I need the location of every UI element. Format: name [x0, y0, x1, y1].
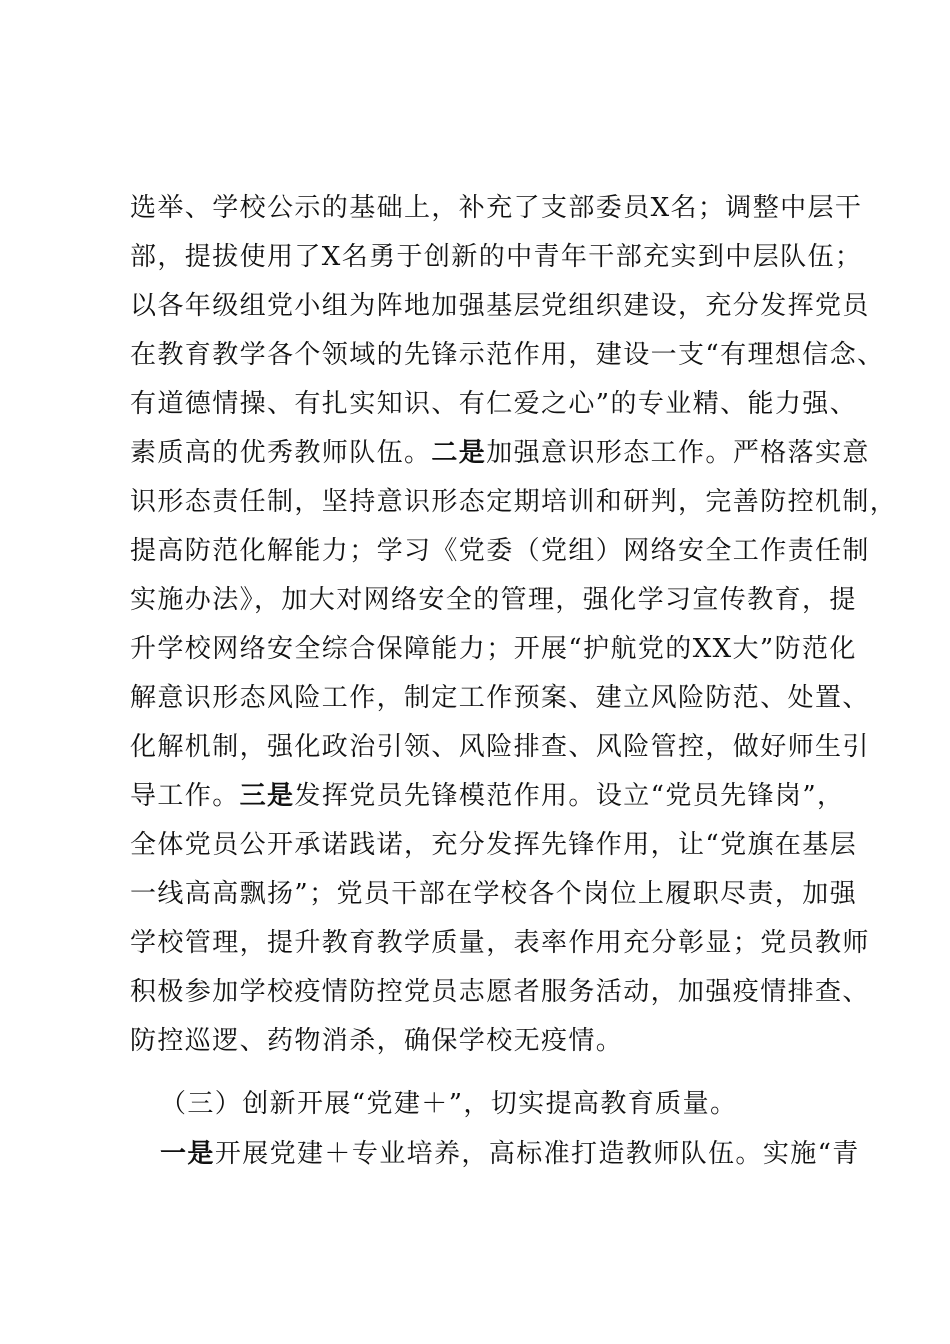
text-run: 素质高的优秀教师队伍。 — [130, 438, 432, 468]
text-run: 加强意识形态工作。严格落实意 — [486, 438, 870, 468]
body-line — [130, 527, 870, 576]
body-line — [130, 576, 857, 625]
body-line — [130, 625, 857, 674]
text-run: 化解机制，强化政治引领、风险排查、风险管控，做好师生引 — [130, 732, 870, 762]
text-run: 开展党建＋专业培养，高标准打造教师队伍。实施“青 — [214, 1139, 860, 1169]
body-line — [130, 233, 862, 282]
body-line — [130, 674, 870, 723]
body-line — [130, 919, 870, 968]
text-run: 积极参加学校疫情防控党员志愿者服务活动，加强疫情排查、 — [130, 977, 870, 1007]
text-run: 解意识形态风险工作，制定工作预案、建立风险防范、处置、 — [130, 683, 870, 713]
point-marker-three: 三是 — [239, 781, 295, 811]
body-line — [130, 1017, 623, 1066]
text-run: 发挥党员先锋模范作用。设立“党员先锋岗”， — [294, 781, 845, 811]
body-line — [160, 1130, 860, 1179]
text-run: 以各年级组党小组为阵地加强基层党组织建设，充分发挥党员 — [130, 291, 870, 321]
text-run: 选举、学校公示的基础上，补充了支部委员X名；调整中层干 — [130, 193, 863, 223]
point-marker-one: 一是 — [160, 1139, 215, 1169]
text-run: 学校管理，提升教育教学质量，表率作用充分彰显；党员教师 — [130, 928, 870, 958]
body-line — [130, 723, 870, 772]
text-run: 实施办法》，加大对网络安全的管理，强化学习宣传教育，提 — [130, 585, 857, 615]
section-heading — [160, 1080, 737, 1129]
body-line — [130, 821, 857, 870]
body-line — [130, 282, 870, 331]
text-run: 一线高高飘扬”；党员干部在学校各个岗位上履职尽责，加强 — [130, 879, 858, 909]
body-line — [130, 772, 844, 821]
body-line — [130, 331, 885, 380]
text-run: 提高防范化解能力；学习《党委（党组）网络安全工作责任制 — [130, 536, 870, 566]
text-run: 有道德情操、有扎实知识、有仁爱之心”的专业精、能力强、 — [130, 389, 858, 419]
body-line — [130, 968, 870, 1017]
body-line — [130, 184, 862, 233]
text-run: 导工作。 — [130, 781, 240, 811]
heading-text: （三）创新开展“党建＋”，切实提高教育质量。 — [160, 1089, 738, 1119]
text-run: 全体党员公开承诺践诺，充分发挥先锋作用，让“党旗在基层 — [130, 830, 858, 860]
text-run: 升学校网络安全综合保障能力；开展“护航党的XX大”防范化 — [130, 634, 857, 664]
point-marker-two: 二是 — [431, 438, 487, 468]
text-run: 部，提拔使用了X名勇于创新的中青年干部充实到中层队伍； — [130, 242, 863, 272]
body-line — [130, 380, 857, 429]
text-run: 防控巡逻、药物消杀，确保学校无疫情。 — [130, 1026, 624, 1056]
body-line — [130, 429, 870, 478]
body-line — [130, 478, 897, 527]
text-run: 在教育教学各个领域的先锋示范作用，建设一支“有理想信念、 — [130, 340, 885, 370]
body-line — [130, 870, 857, 919]
text-run: 识形态责任制，坚持意识形态定期培训和研判，完善防控机制， — [130, 487, 898, 517]
